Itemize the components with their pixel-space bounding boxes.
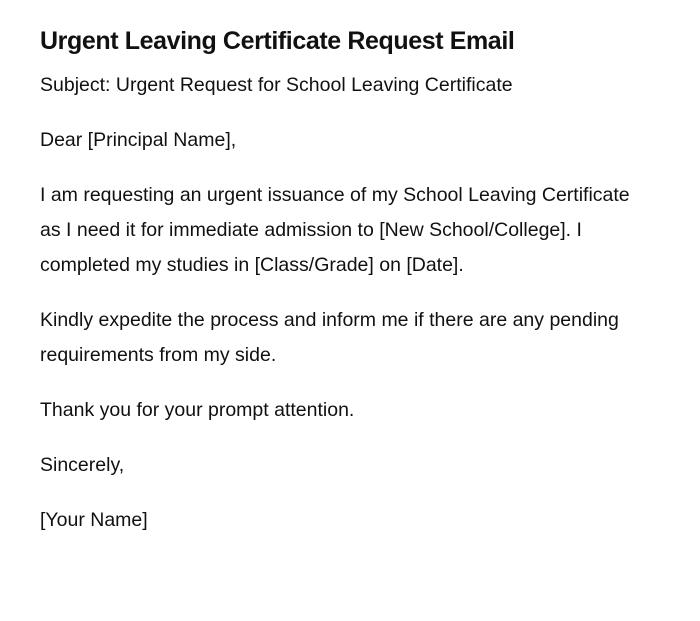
email-subject: Subject: Urgent Request for School Leaving Certificate — [40, 74, 513, 96]
body-paragraph-expedite: Kindly expedite the process and inform me if there are any pending requirements from my side. — [40, 309, 619, 366]
body-paragraph-thanks: Thank you for your prompt attention. — [40, 399, 355, 421]
email-document — [40, 24, 640, 538]
body-paragraph-request: I am requesting an urgent issuance of my School Leaving Certificate as I need it for immediate admission to [New School/College]. I completed my studies in [Class/Grade] on [Date]. — [40, 184, 630, 276]
salutation: Dear [Principal Name], — [40, 129, 237, 151]
document-title: Urgent Leaving Certificate Request Email — [40, 27, 515, 55]
closing: Sincerely, — [40, 454, 125, 476]
signature: [Your Name] — [40, 509, 148, 531]
